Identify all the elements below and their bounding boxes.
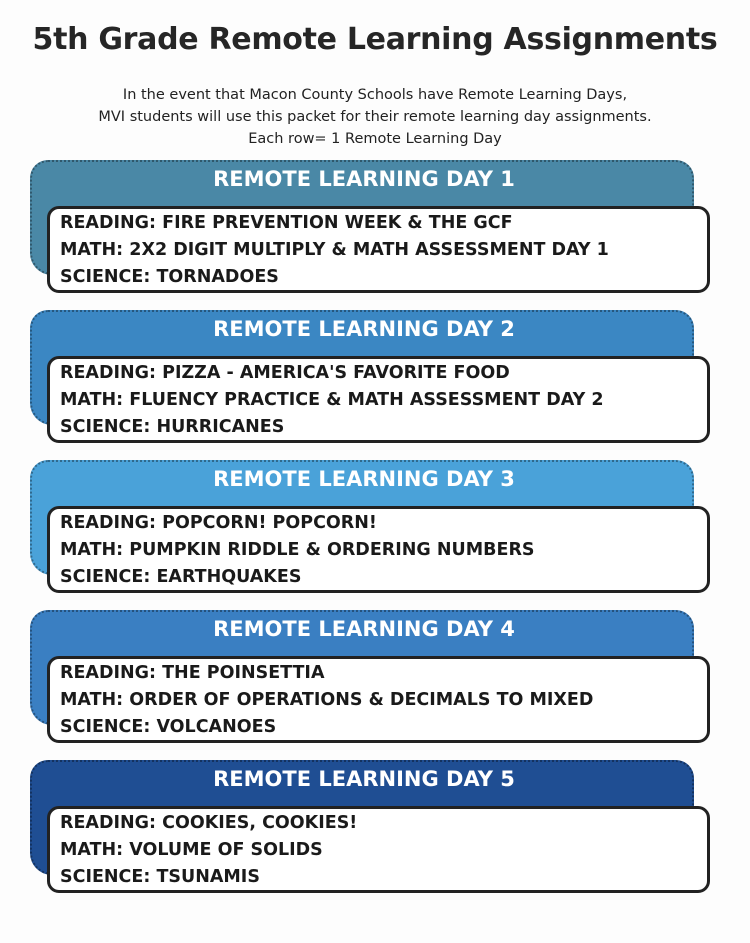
science-assignment: SCIENCE: HURRICANES [60, 417, 285, 437]
science-assignment: SCIENCE: TORNADOES [60, 267, 279, 287]
science-assignment: SCIENCE: VOLCANOES [60, 717, 277, 737]
assignment-card [47, 656, 710, 743]
science-assignment: SCIENCE: TSUNAMIS [60, 867, 260, 887]
reading-assignment: READING: PIZZA - AMERICA'S FAVORITE FOOD [60, 363, 510, 383]
math-assignment: MATH: VOLUME OF SOLIDS [60, 840, 323, 860]
reading-assignment: READING: POPCORN! POPCORN! [60, 513, 377, 533]
day-5-section [30, 760, 750, 900]
intro-text [0, 84, 750, 150]
math-assignment: MATH: FLUENCY PRACTICE & MATH ASSESSMENT DAY 2 [60, 390, 604, 410]
intro-line: In the event that Macon County Schools have Remote Learning Days, [122, 87, 628, 103]
science-assignment: SCIENCE: EARTHQUAKES [60, 567, 302, 587]
day-title: REMOTE LEARNING DAY 4 [213, 617, 515, 641]
math-assignment: MATH: PUMPKIN RIDDLE & ORDERING NUMBERS [60, 540, 535, 560]
intro-line: MVI students will use this packet for their remote learning day assignments. [98, 109, 652, 125]
reading-assignment: READING: COOKIES, COOKIES! [60, 813, 358, 833]
assignment-card [47, 206, 710, 293]
assignment-card [47, 506, 710, 593]
math-assignment: MATH: 2X2 DIGIT MULTIPLY & MATH ASSESSMENT DAY 1 [60, 240, 609, 260]
assignment-card [47, 356, 710, 443]
day-title: REMOTE LEARNING DAY 3 [213, 467, 515, 491]
reading-assignment: READING: FIRE PREVENTION WEEK & THE GCF [60, 213, 513, 233]
day-2-section [30, 310, 750, 450]
assignment-card [47, 806, 710, 893]
intro-line: Each row= 1 Remote Learning Day [248, 131, 502, 147]
page-title: 5th Grade Remote Learning Assignments [32, 22, 718, 57]
math-assignment: MATH: ORDER OF OPERATIONS & DECIMALS TO MIXED [60, 690, 594, 710]
day-title: REMOTE LEARNING DAY 2 [213, 317, 515, 341]
day-4-section [30, 610, 750, 750]
day-1-section [30, 160, 750, 300]
reading-assignment: READING: THE POINSETTIA [60, 663, 325, 683]
day-title: REMOTE LEARNING DAY 1 [213, 167, 515, 191]
day-3-section [30, 460, 750, 600]
day-title: REMOTE LEARNING DAY 5 [213, 767, 515, 791]
